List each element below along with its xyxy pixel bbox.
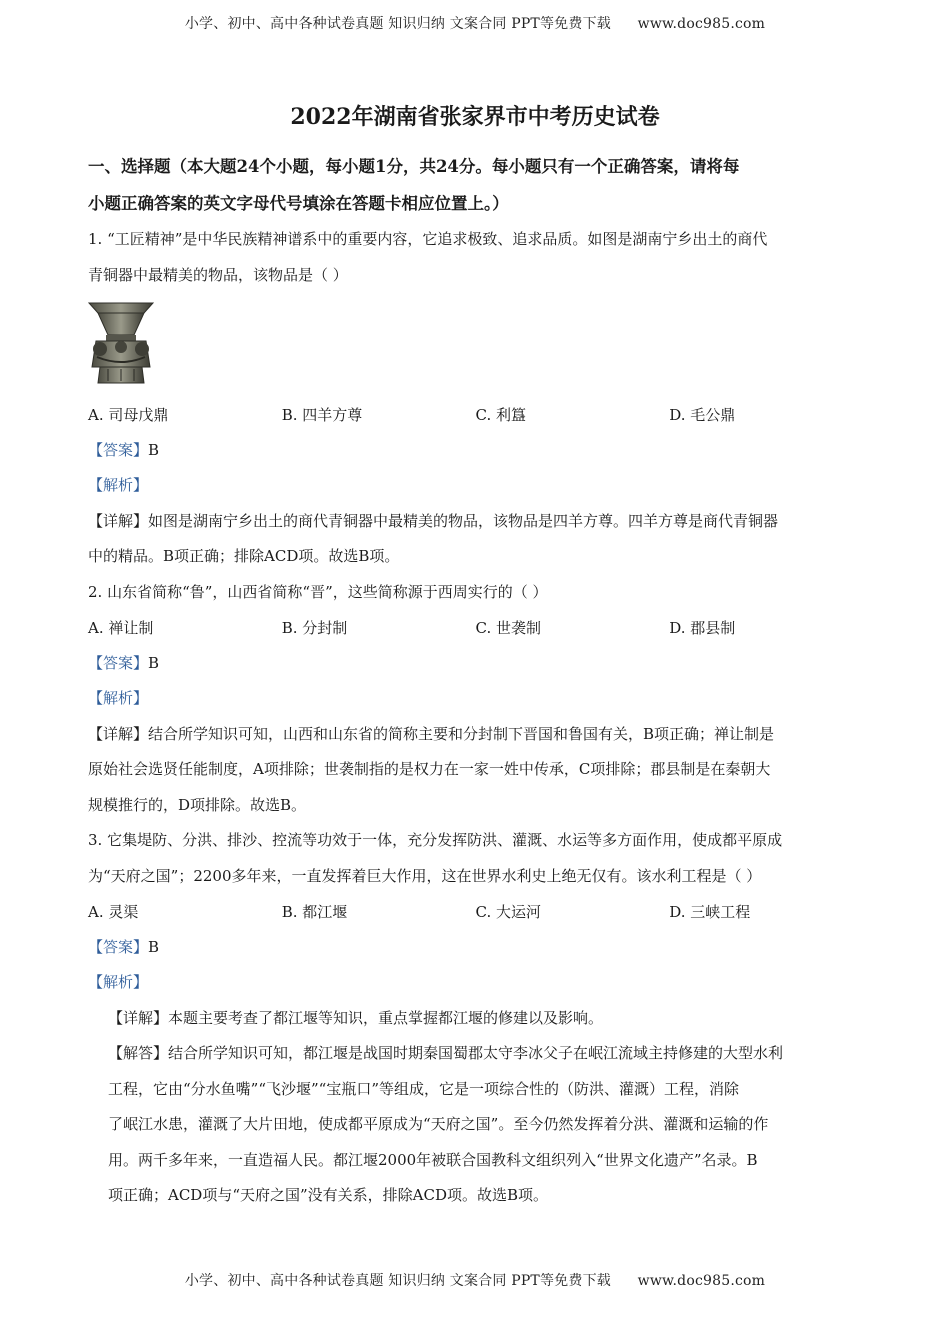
q2-detail-line1 bbox=[88, 717, 863, 753]
answer-value: B bbox=[148, 937, 160, 956]
q1-option-d[interactable]: D. 毛公鼎 bbox=[669, 406, 736, 425]
q1-option-c[interactable]: C. 利簋 bbox=[475, 406, 526, 425]
q3-answer bbox=[88, 930, 863, 966]
section-heading-line2: 小题正确答案的英文字母代号填涂在答题卡相应位置上。） bbox=[88, 194, 509, 213]
q1-answer bbox=[88, 433, 863, 469]
q3-stem-line1: 3. 它集堤防、分洪、排沙、控流等功效于一体，充分发挥防洪、灌溉、水运等多方面作用，使成都平原成 bbox=[88, 831, 783, 849]
q3-solve-line1: 【解答】结合所学知识可知，都江堰是战国时期秦国蜀郡太守李冰父子在岷江流域主持修建的大型水利 bbox=[108, 1044, 784, 1062]
page-footer bbox=[0, 1270, 950, 1290]
q2-detail-line3: 规模推行的，D项排除。故选B。 bbox=[88, 795, 307, 814]
document-body bbox=[88, 148, 863, 1214]
q3-option-c[interactable]: C. 大运河 bbox=[475, 903, 541, 922]
answer-value: B bbox=[148, 653, 160, 672]
q1-detail-line2: 中的精品。B项正确；排除ACD项。故选B项。 bbox=[88, 547, 400, 565]
q2-option-d[interactable]: D. 郡县制 bbox=[669, 619, 736, 638]
q3-detail-line: 【详解】本题主要考查了都江堰等知识，重点掌握都江堰的修建以及影响。 bbox=[108, 1008, 604, 1027]
q3-option-a[interactable]: A. 灵渠 bbox=[88, 903, 139, 922]
q3-solve-line4: 用。两千多年来，一直造福人民。都江堰2000年被联合国教科文组织列入“世界文化遗产”名录。B bbox=[108, 1150, 758, 1169]
footer-site[interactable]: www.doc985.com bbox=[637, 1273, 766, 1289]
q3-solve-line3: 了岷江水患，灌溉了大片田地，使成都平原成为“天府之国”。至今仍然发挥着分洪、灌溉和运输的作 bbox=[108, 1115, 769, 1133]
q3-options bbox=[88, 894, 863, 930]
q3-option-b[interactable]: B. 都江堰 bbox=[281, 903, 348, 922]
section-heading-line1: 一、选择题（本大题24个小题，每小题1分，共24分。每小题只有一个正确答案，请将每 bbox=[88, 157, 740, 176]
q1-option-b[interactable]: B. 四羊方尊 bbox=[281, 406, 363, 425]
q2-option-b[interactable]: B. 分封制 bbox=[281, 619, 348, 638]
q2-detail-line2: 原始社会选贤任能制度，A项排除；世袭制指的是权力在一家一姓中传承，C项排除；郡县制是在秦朝大 bbox=[88, 760, 771, 778]
q3-solve-line2: 工程，它由“分水鱼嘴”“飞沙堰”“宝瓶口”等组成，它是一项综合性的（防洪、灌溉）工程，消除 bbox=[108, 1079, 740, 1098]
detail-tag: 【详解】 bbox=[88, 511, 149, 530]
answer-tag: 【答案】 bbox=[88, 440, 149, 459]
q1-stem-line2: 青铜器中最精美的物品，该物品是（ ） bbox=[88, 265, 348, 284]
page-header bbox=[0, 13, 950, 33]
q3-option-d[interactable]: D. 三峡工程 bbox=[669, 903, 751, 922]
header-text: 小学、初中、高中各种试卷真题 知识归纳 文案合同 PPT等免费下载 bbox=[184, 16, 611, 32]
detail-text: 结合所学知识可知，山西和山东省的简称主要和分封制下晋国和鲁国有关，B项正确；禅让制是 bbox=[148, 724, 775, 743]
detail-text: 如图是湖南宁乡出土的商代青铜器中最精美的物品，该物品是四羊方尊。四羊方尊是商代青铜器 bbox=[148, 511, 779, 530]
q2-option-a[interactable]: A. 禅让制 bbox=[88, 619, 154, 638]
q2-option-c[interactable]: C. 世袭制 bbox=[475, 619, 541, 638]
detail-tag: 【详解】 bbox=[88, 724, 149, 743]
q1-option-a[interactable]: A. 司母戊鼎 bbox=[88, 406, 169, 425]
q3-solve-line5: 项正确；ACD项与“天府之国”没有关系，排除ACD项。故选B项。 bbox=[108, 1186, 549, 1204]
q3-stem-line2: 为“天府之国”；2200多年来，一直发挥着巨大作用，这在世界水利史上绝无仅有。该水利工程是（ ） bbox=[88, 866, 762, 885]
q2-options bbox=[88, 610, 863, 646]
q1-options bbox=[88, 397, 863, 433]
bronze-vessel-image bbox=[88, 293, 863, 397]
q2-stem: 2. 山东省简称“鲁”，山西省简称“晋”，这些简称源于西周实行的（ ） bbox=[88, 582, 548, 601]
q2-analysis-tag: 【解析】 bbox=[88, 689, 149, 707]
answer-tag: 【答案】 bbox=[88, 937, 149, 956]
q2-answer bbox=[88, 646, 863, 682]
footer-text: 小学、初中、高中各种试卷真题 知识归纳 文案合同 PPT等免费下载 bbox=[184, 1273, 611, 1289]
q1-analysis-tag: 【解析】 bbox=[88, 476, 149, 494]
page-title: 2022年湖南省张家界市中考历史试卷 bbox=[290, 104, 660, 130]
q1-stem-line1: 1. “工匠精神”是中华民族精神谱系中的重要内容，它追求极致、追求品质。如图是湖南宁乡出土的商代 bbox=[88, 230, 768, 248]
answer-value: B bbox=[148, 440, 160, 459]
q1-detail-line1 bbox=[88, 504, 863, 540]
answer-tag: 【答案】 bbox=[88, 653, 149, 672]
header-site[interactable]: www.doc985.com bbox=[637, 16, 766, 32]
four-ram-square-zun-illustration bbox=[88, 297, 154, 389]
q3-analysis-tag: 【解析】 bbox=[88, 973, 149, 991]
